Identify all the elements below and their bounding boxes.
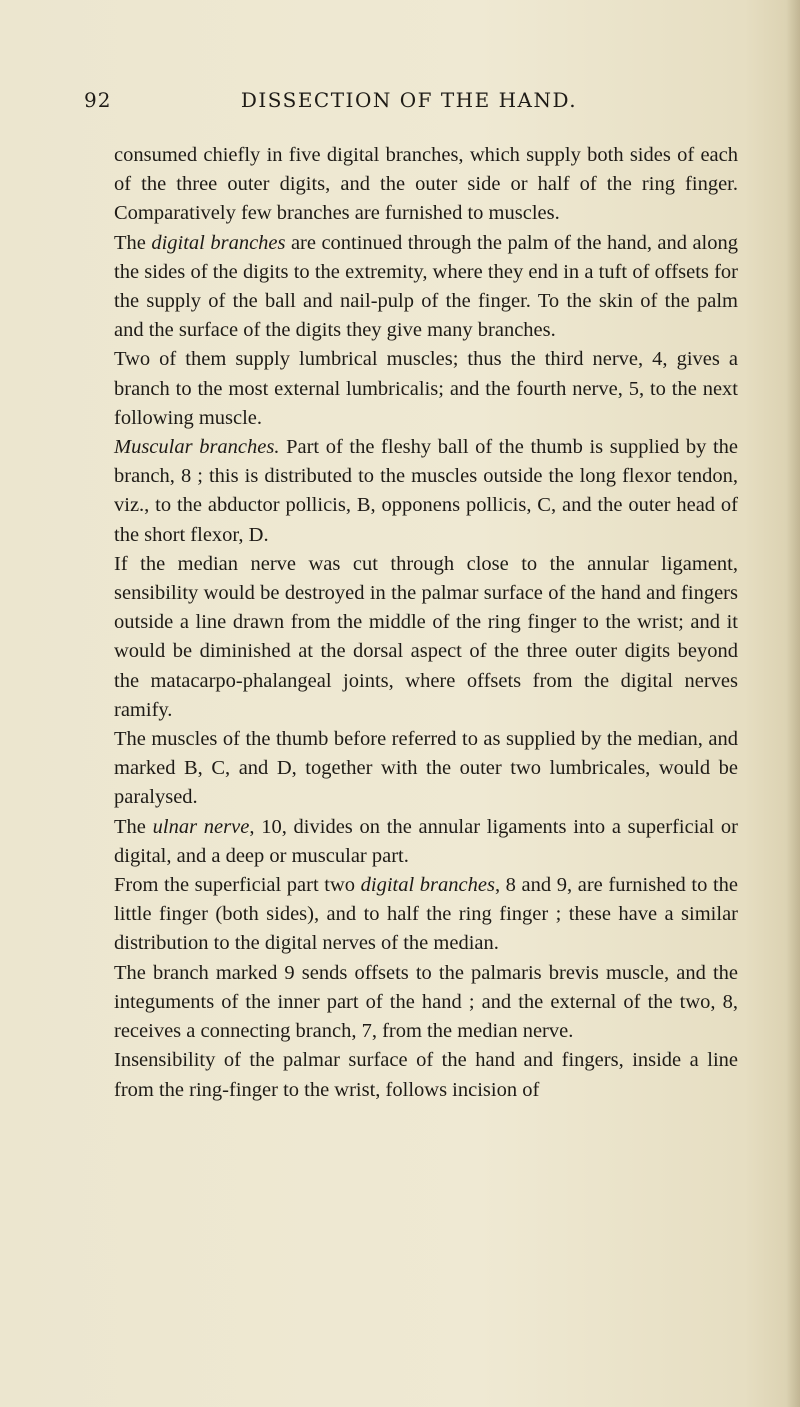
paragraph	[114, 813, 738, 871]
paragraph	[114, 550, 738, 725]
body-text	[114, 141, 738, 1105]
paragraph	[114, 1046, 738, 1104]
paragraph-text: , 10, divides on the annular ligaments into a superficial or digital, and a deep or muscular part.	[114, 815, 739, 867]
paragraph	[114, 871, 738, 959]
paragraph-text: Two of them supply lumbrical muscles; thus the third nerve, 4, gives a branch to the most external lumbricalis; and the fourth nerve, 5, to the next following muscle.	[114, 348, 738, 429]
paragraph-text: The	[114, 231, 152, 254]
page-edge-shadow	[786, 0, 800, 1407]
page-number: 92	[84, 88, 112, 112]
paragraph-text: If the median nerve was cut through close to the annular ligament, sensibility would be destroyed in the palmar surface of the hand and fingers outside a line drawn from the middle of the ring finger to the wrist; and it would be diminished at the dorsal aspect of the three outer digits beyond the matacarpo-phalangeal joints, where offsets from the digital nerves ramify.	[114, 552, 738, 721]
paragraph-text: are continued through the palm of the hand, and along the sides of the digits to the extremity, where they end in a tuft of offsets for the supply of the ball and nail-pulp of the finger. To the skin of the palm and the surface of the digits they give many branches.	[114, 231, 739, 342]
paragraph	[114, 141, 738, 229]
paragraph-text: Insensibility of the palmar surface of the hand and fingers, inside a line from the ring-finger to the wrist, follows incision of	[114, 1049, 738, 1101]
page-title: DISSECTION OF THE HAND.	[240, 88, 578, 112]
paragraph-text: From the superficial part two	[114, 874, 361, 897]
paragraph	[114, 433, 738, 550]
paragraph-text: consumed chiefly in five digital branches, which supply both sides of each of the three outer digits, and the outer side or half of the ring finger. Comparatively few branches are furnished to muscles.	[114, 144, 738, 225]
italic-term: digital branches	[360, 874, 495, 897]
paragraph-text: The	[114, 815, 153, 838]
paragraph	[114, 725, 738, 813]
running-head	[84, 88, 734, 116]
paragraph-text: The muscles of the thumb before referred to as supplied by the median, and marked B, C, and D, together with the outer two lumbricales, would be paralysed.	[114, 728, 738, 809]
paragraph-text: , 8 and 9, are furnished to the little finger (both sides), and to half the ring finger ; these have a similar distribution to the digital nerves of the median.	[114, 874, 738, 955]
italic-term: digital branches	[151, 231, 286, 254]
italic-term: ulnar nerve	[152, 815, 250, 838]
paragraph	[114, 345, 738, 433]
paragraph-text: The branch marked 9 sends offsets to the palmaris brevis muscle, and the integuments of the inner part of the hand ; and the external of the two, 8, receives a connecting branch, 7, from the median nerve.	[114, 961, 738, 1043]
italic-term: Muscular branches.	[114, 436, 280, 459]
paragraph	[114, 229, 738, 346]
paragraph-text: Part of the fleshy ball of the thumb is supplied by the branch, 8 ; this is distributed to the muscles outside the long flexor tendon, viz., to the abductor pollicis, B, opponens pollicis, C, and the outer head of the short flexor, D.	[114, 436, 738, 546]
paragraph	[114, 959, 738, 1047]
